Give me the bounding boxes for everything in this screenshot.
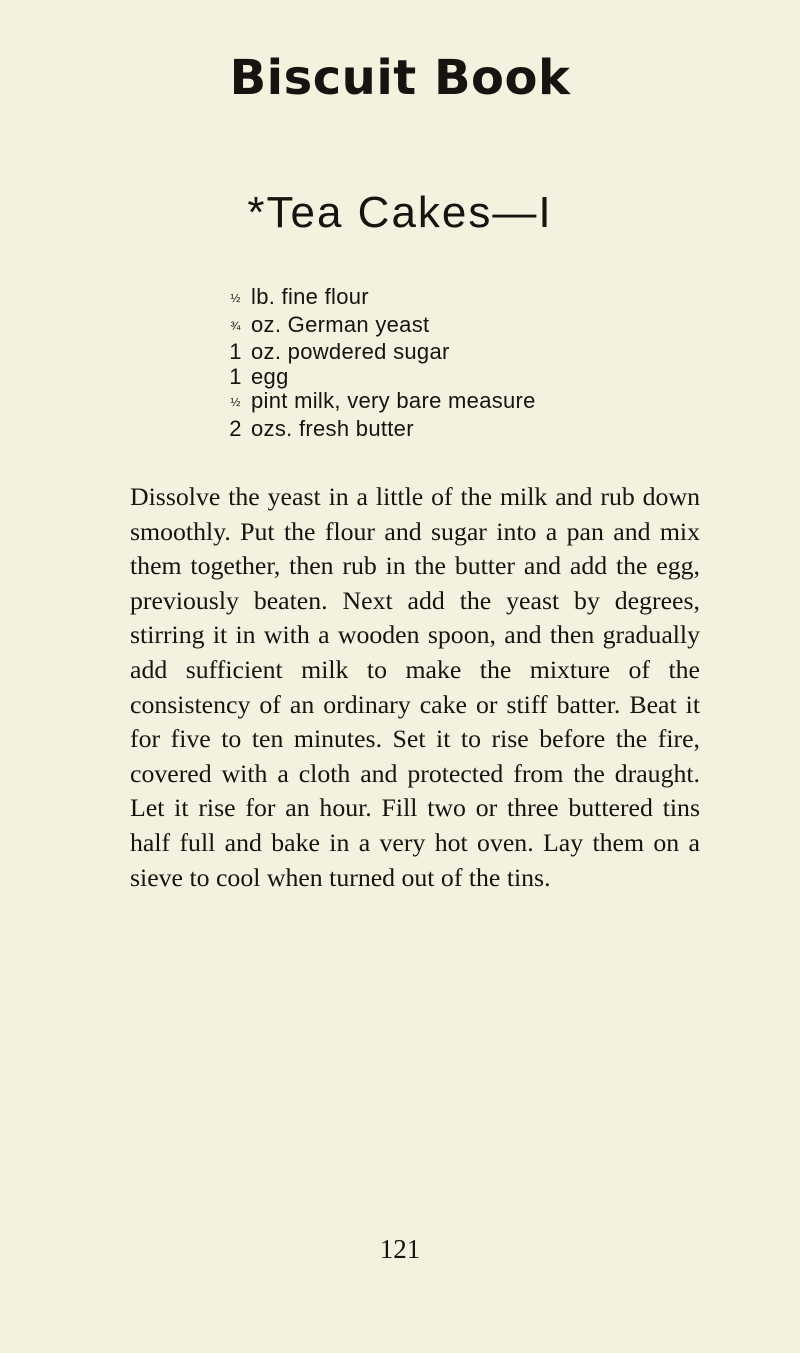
ingredient-text: oz. powdered sugar	[251, 339, 450, 364]
recipe-title: *Tea Cakes—I	[247, 188, 553, 237]
recipe-method-paragraph: Dissolve the yeast in a little of the milk and rub down smoothly. Put the flour and sugar into a pan and mix them together, then rub in the butter and add the egg, previously beaten. Next add the yeast by degrees, stirring it in with a wooden spoon, and then gradually add sufficient milk to make the mixture of the consistency of an ordinary cake or stiff batter. Beat it for five to ten minutes. Set it to rise before the fire, covered with a cloth and protected from the draught. Let it rise for an hour. Fill two or three buttered tins half full and bake in a very hot oven. Lay them on a sieve to cool when turned out of the tins.	[130, 482, 700, 892]
ingredients-list	[228, 285, 536, 441]
ingredient-text: egg	[251, 363, 289, 389]
ingredient-item	[228, 285, 536, 313]
ingredient-item	[228, 365, 536, 390]
ingredient-text: pint milk, very bare measure	[251, 388, 536, 413]
ingredient-quantity: 1	[229, 363, 242, 389]
ingredient-quantity: 1	[229, 339, 242, 364]
ingredient-text: lb. fine flour	[251, 284, 369, 309]
ingredient-quantity: ½	[230, 291, 241, 305]
ingredient-quantity: 2	[229, 415, 242, 441]
page-number: 121	[379, 1234, 421, 1264]
ingredient-quantity: ¾	[230, 318, 241, 333]
ingredient-item	[228, 313, 536, 341]
running-head-title: Biscuit Book	[229, 50, 571, 106]
ingredient-quantity: ½	[230, 395, 241, 409]
ingredient-item	[228, 417, 536, 442]
ingredient-item	[228, 389, 536, 417]
ingredient-text: ozs. fresh butter	[251, 415, 414, 441]
ingredient-item	[228, 340, 536, 365]
ingredient-text: oz. German yeast	[251, 311, 430, 337]
